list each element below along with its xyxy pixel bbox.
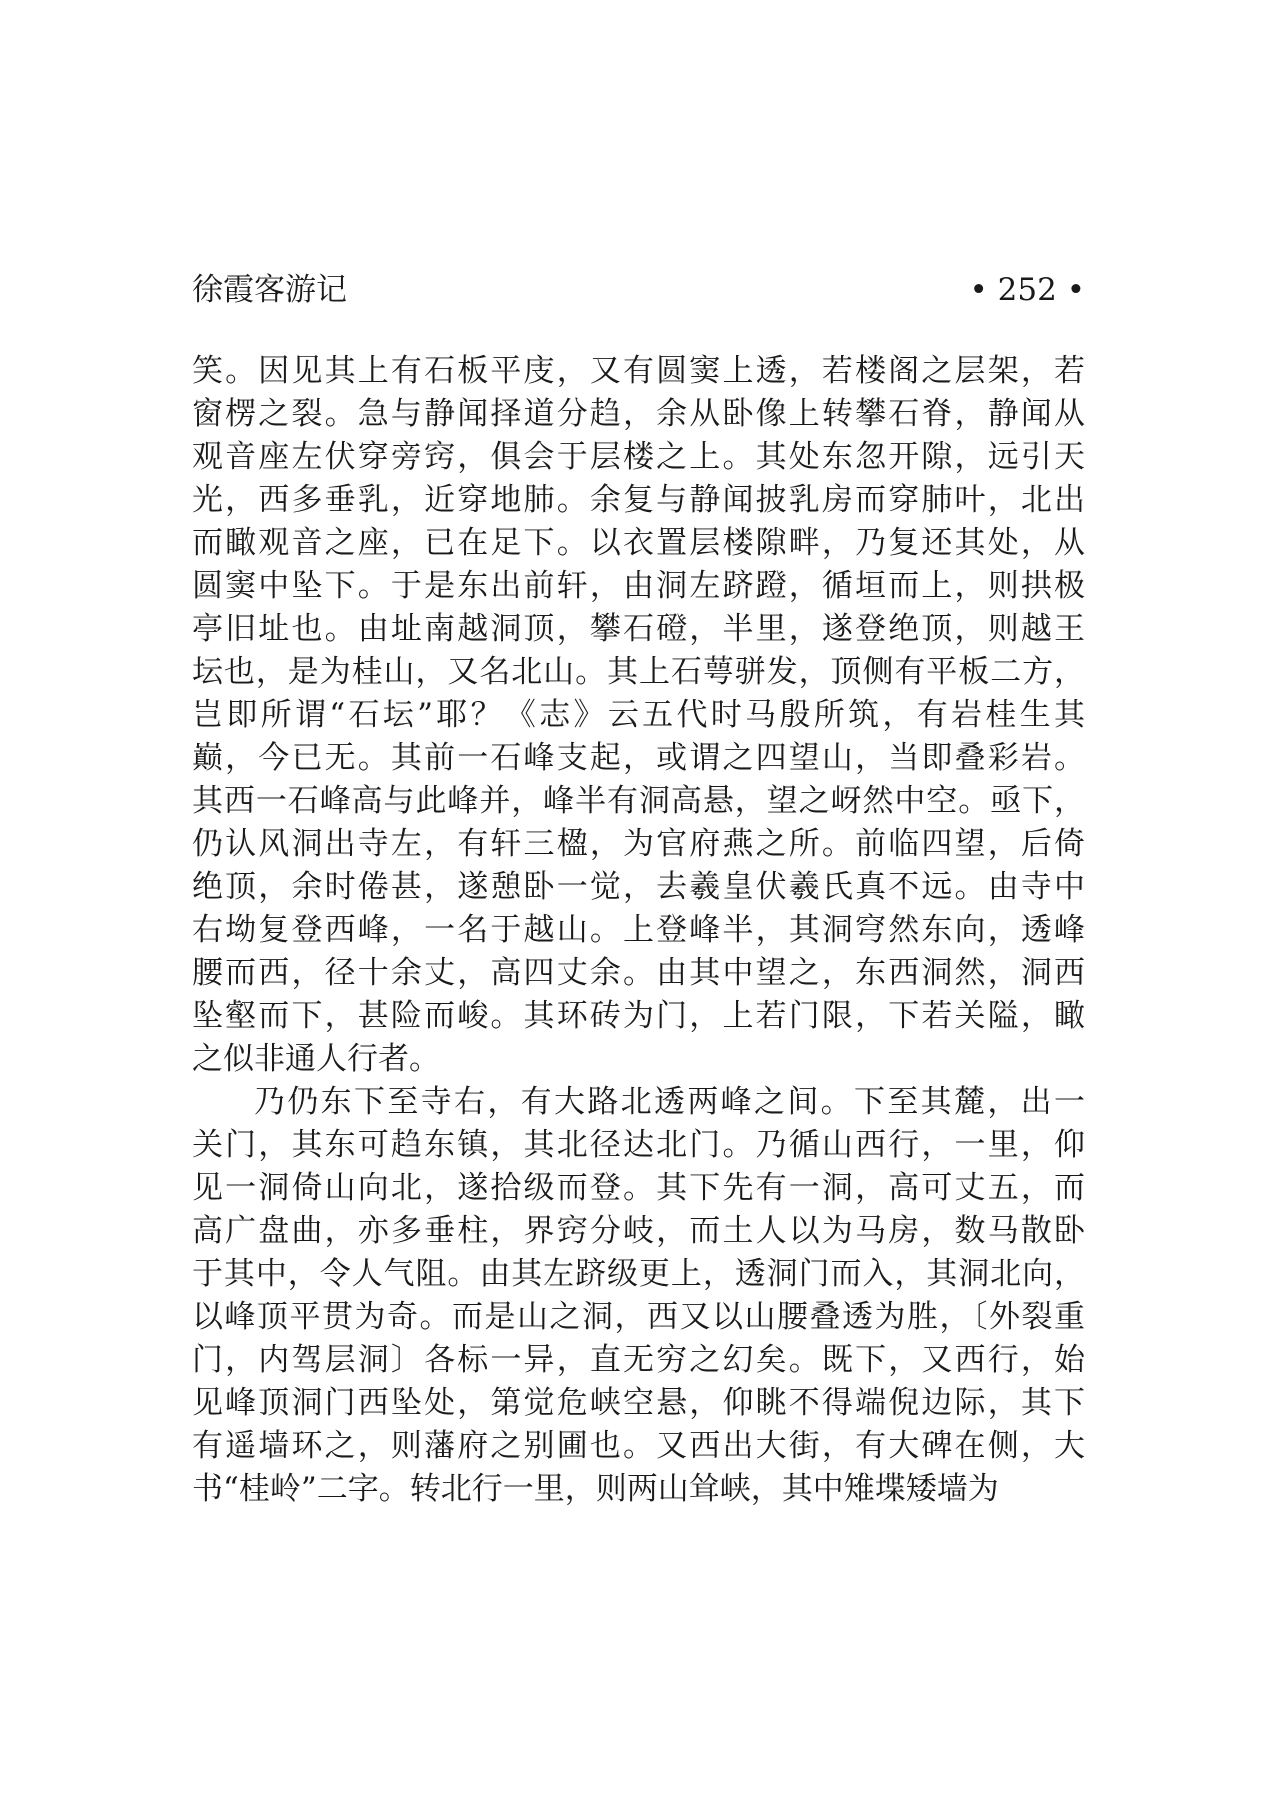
text-line: 有遥墙环之，则藩府之别圃也。又西出大街，有大碑在侧，大 [192,1428,1085,1464]
text-line: 右坳复登西峰，一名于越山。上登峰半，其洞穹然东向，透峰 [192,912,1085,948]
body-text [192,350,1085,1511]
text-line: 坠壑而下，甚险而峻。其环砖为门，上若门限，下若关隘，瞰 [192,998,1085,1034]
text-line: 亭旧址也。由址南越洞顶，攀石磴，半里，遂登绝顶，则越王 [192,611,1085,647]
book-title: 徐霞客游记 [192,272,347,308]
text-line: 乃仍东下至寺右，有大路北透两峰之间。下至其麓，出一 [254,1084,1085,1120]
text-line: 见一洞倚山向北，遂拾级而登。其下先有一洞，高可丈五，而 [192,1170,1085,1206]
text-line: 于其中，令人气阻。由其左跻级更上，透洞门而入，其洞北向， [192,1256,1085,1292]
running-head [192,266,1085,314]
text-line: 高广盘曲，亦多垂柱，界窍分岐，而土人以为马房，数马散卧 [192,1213,1085,1249]
text-line: 书“桂岭”二字。转北行一里，则两山耸峡，其中雉堞矮墙为 [192,1471,999,1507]
paragraph [192,1081,1085,1511]
page-number: • 252 • [969,272,1085,308]
text-line: 窗楞之裂。急与静闻择道分趋，余从卧像上转攀石脊，静闻从 [192,396,1085,432]
text-line: 腰而西，径十余丈，高四丈余。由其中望之，东西洞然，洞西 [192,955,1085,991]
text-line: 仍认风洞出寺左，有轩三楹，为官府燕之所。前临四望，后倚 [192,826,1085,862]
text-line: 巅，今已无。其前一石峰支起，或谓之四望山，当即叠彩岩。 [192,740,1085,776]
text-line: 观音座左伏穿旁窍，俱会于层楼之上。其处东忽开隙，远引天 [192,439,1085,475]
text-line: 其西一石峰高与此峰并，峰半有洞高悬，望之岈然中空。亟下， [192,783,1085,819]
text-line: 绝顶，余时倦甚，遂憩卧一觉，去羲皇伏羲氏真不远。由寺中 [192,869,1085,905]
text-line: 而瞰观音之座，已在足下。以衣置层楼隙畔，乃复还其处，从 [192,525,1085,561]
text-line: 光，西多垂乳，近穿地肺。余复与静闻披乳房而穿肺叶，北出 [192,482,1085,518]
text-line: 关门，其东可趋东镇，其北径达北门。乃循山西行，一里，仰 [192,1127,1085,1163]
text-line: 圆窦中坠下。于是东出前轩，由洞左跻蹬，循垣而上，则拱极 [192,568,1085,604]
text-line: 笑。因见其上有石板平庋，又有圆窦上透，若楼阁之层架，若 [192,353,1085,389]
text-line: 门，内驾层洞〕各标一异，直无穷之幻矣。既下，又西行，始 [192,1342,1085,1378]
text-line: 以峰顶平贯为奇。而是山之洞，西又以山腰叠透为胜，〔外裂重 [192,1299,1085,1335]
text-line: 之似非通人行者。 [192,1041,440,1077]
text-line: 见峰顶洞门西坠处，第觉危峡空悬，仰眺不得端倪边际，其下 [192,1385,1085,1421]
text-line: 岂即所谓“石坛”耶？《志》云五代时马殷所筑，有岩桂生其 [192,697,1085,733]
text-line: 坛也，是为桂山，又名北山。其上石萼骈发，顶侧有平板二方， [192,654,1085,690]
paragraph [192,350,1085,1081]
